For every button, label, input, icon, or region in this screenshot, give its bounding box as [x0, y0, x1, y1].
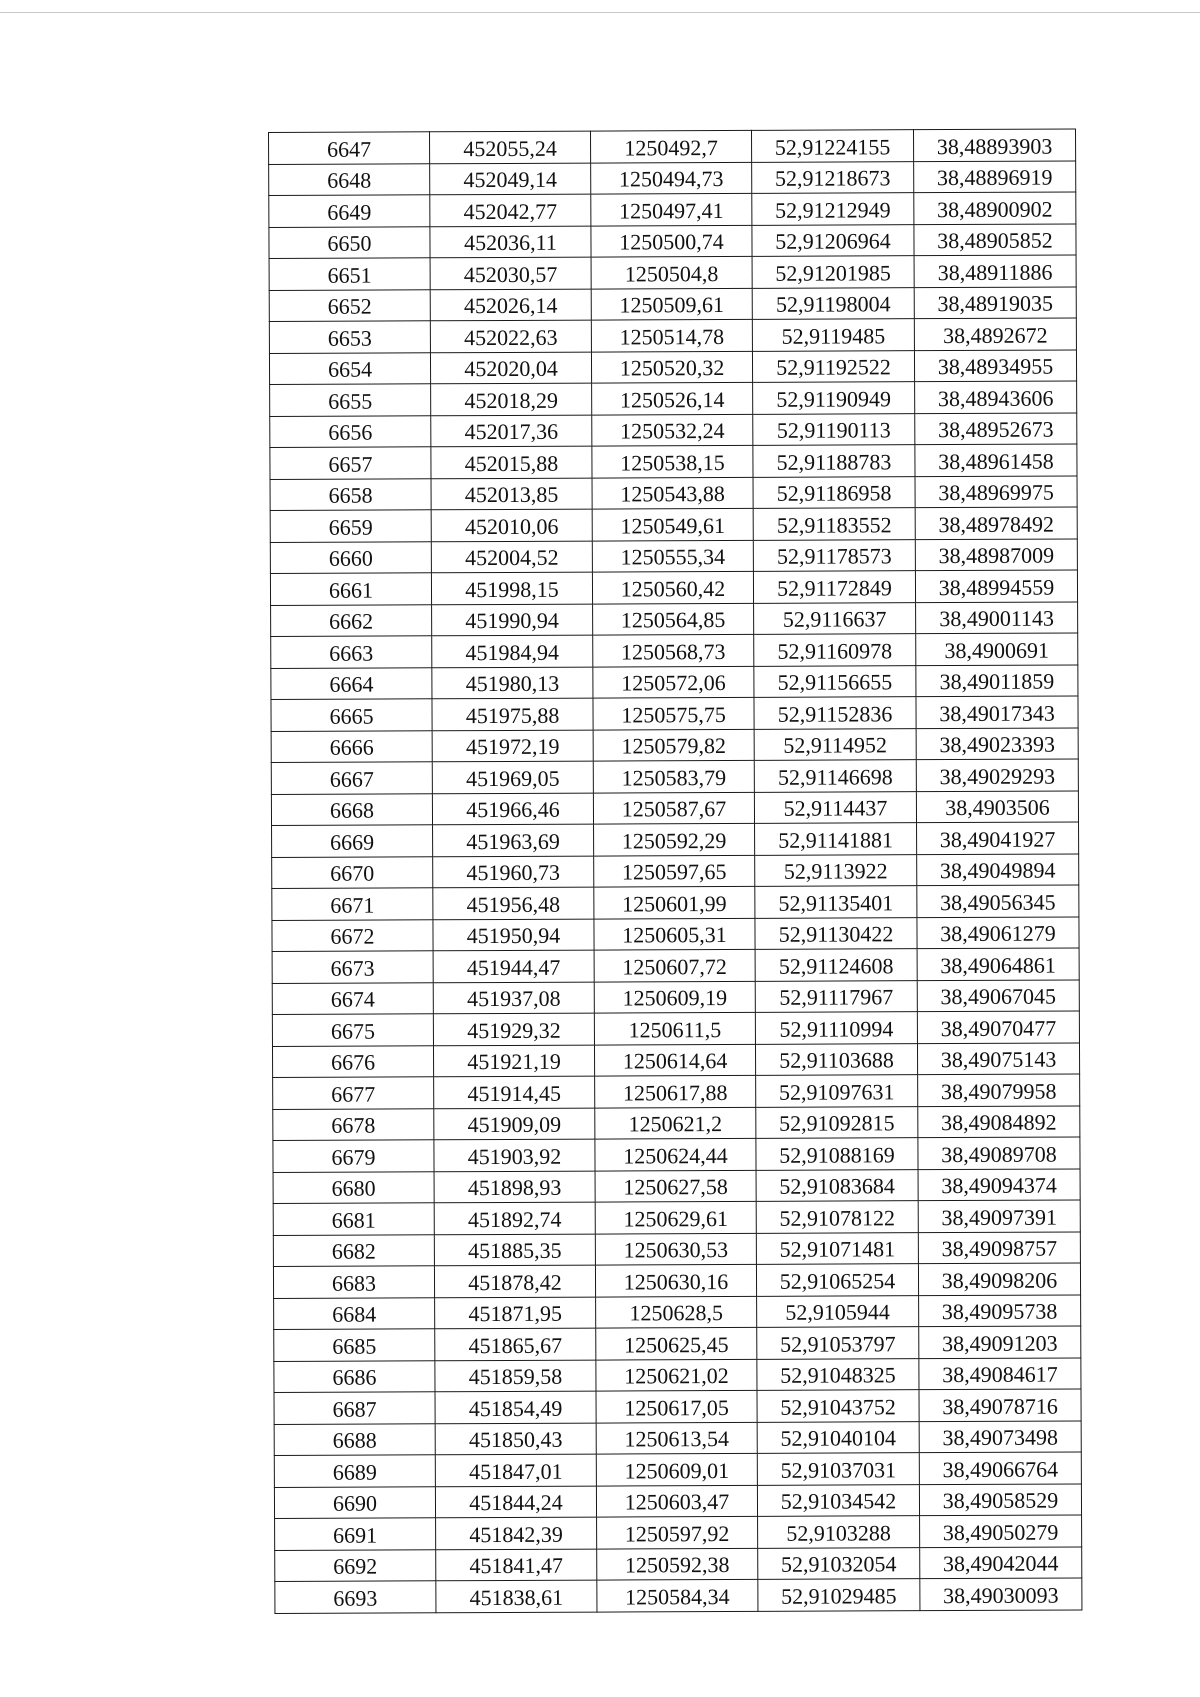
- longitude-cell: 38,48952673: [915, 412, 1077, 444]
- latitude-cell: 52,91192522: [752, 350, 914, 382]
- point-number-cell: 6669: [272, 825, 433, 857]
- x-coordinate-cell: 451885,35: [434, 1234, 595, 1266]
- table-row: [269, 223, 1076, 258]
- longitude-cell: 38,49098206: [918, 1263, 1080, 1295]
- y-coordinate-cell: 1250603,47: [596, 1485, 757, 1517]
- table-row: [273, 1137, 1080, 1172]
- longitude-cell: 38,49095738: [919, 1294, 1081, 1326]
- point-number-cell: 6648: [269, 163, 430, 195]
- x-coordinate-cell: 452010,06: [431, 509, 592, 541]
- x-coordinate-cell: 451865,67: [435, 1328, 596, 1360]
- point-number-cell: 6659: [270, 510, 431, 542]
- latitude-cell: 52,91183552: [753, 508, 915, 540]
- latitude-cell: 52,91160978: [754, 634, 916, 666]
- latitude-cell: 52,9105944: [757, 1295, 919, 1327]
- latitude-cell: 52,91071481: [756, 1232, 918, 1264]
- y-coordinate-cell: 1250538,15: [592, 445, 753, 477]
- y-coordinate-cell: 1250526,14: [592, 382, 753, 414]
- latitude-cell: 52,91190949: [753, 382, 915, 414]
- y-coordinate-cell: 1250568,73: [593, 634, 754, 666]
- x-coordinate-cell: 451841,47: [436, 1549, 597, 1581]
- y-coordinate-cell: 1250609,19: [594, 981, 755, 1013]
- point-number-cell: 6683: [273, 1266, 434, 1298]
- longitude-cell: 38,49061279: [917, 916, 1079, 948]
- y-coordinate-cell: 1250532,24: [592, 414, 753, 446]
- x-coordinate-cell: 452004,52: [431, 541, 592, 573]
- point-number-cell: 6676: [272, 1045, 433, 1077]
- longitude-cell: 38,49030093: [920, 1578, 1082, 1610]
- point-number-cell: 6661: [270, 573, 431, 605]
- point-number-cell: 6691: [275, 1518, 436, 1550]
- point-number-cell: 6650: [269, 226, 430, 258]
- x-coordinate-cell: 451956,48: [433, 887, 594, 919]
- point-number-cell: 6655: [270, 384, 431, 416]
- table-row: [273, 1168, 1080, 1203]
- x-coordinate-cell: 451969,05: [432, 761, 593, 793]
- x-coordinate-cell: 451909,09: [434, 1108, 595, 1140]
- longitude-cell: 38,4903506: [916, 790, 1078, 822]
- point-number-cell: 6688: [274, 1423, 435, 1455]
- x-coordinate-cell: 451903,92: [434, 1139, 595, 1171]
- longitude-cell: 38,49029293: [916, 759, 1078, 791]
- longitude-cell: 38,49023393: [916, 727, 1078, 759]
- longitude-cell: 38,48919035: [914, 286, 1076, 318]
- table-row: [269, 192, 1076, 227]
- latitude-cell: 52,91146698: [754, 760, 916, 792]
- longitude-cell: 38,49075143: [917, 1042, 1079, 1074]
- latitude-cell: 52,91037031: [757, 1453, 919, 1485]
- y-coordinate-cell: 1250494,73: [591, 162, 752, 194]
- y-coordinate-cell: 1250627,58: [595, 1170, 756, 1202]
- longitude-cell: 38,48911886: [914, 255, 1076, 287]
- y-coordinate-cell: 1250617,88: [595, 1075, 756, 1107]
- point-number-cell: 6668: [271, 793, 432, 825]
- point-number-cell: 6652: [269, 289, 430, 321]
- longitude-cell: 38,49058529: [919, 1483, 1081, 1515]
- x-coordinate-cell: 451898,93: [434, 1171, 595, 1203]
- latitude-cell: 52,91135401: [755, 886, 917, 918]
- longitude-cell: 38,49041927: [917, 822, 1079, 854]
- latitude-cell: 52,91092815: [756, 1106, 918, 1138]
- latitude-cell: 52,91156655: [754, 665, 916, 697]
- point-number-cell: 6664: [271, 667, 432, 699]
- point-number-cell: 6667: [271, 762, 432, 794]
- latitude-cell: 52,91040104: [757, 1421, 919, 1453]
- latitude-cell: 52,9103288: [758, 1516, 920, 1548]
- latitude-cell: 52,91053797: [757, 1327, 919, 1359]
- x-coordinate-cell: 451990,94: [432, 604, 593, 636]
- table-row: [275, 1546, 1082, 1581]
- point-number-cell: 6653: [269, 321, 430, 353]
- longitude-cell: 38,49078716: [919, 1389, 1081, 1421]
- longitude-cell: 38,49070477: [917, 1011, 1079, 1043]
- y-coordinate-cell: 1250560,42: [592, 571, 753, 603]
- table-row: [272, 822, 1079, 857]
- table-row: [269, 349, 1076, 384]
- latitude-cell: 52,91201985: [752, 256, 914, 288]
- latitude-cell: 52,91172849: [753, 571, 915, 603]
- longitude-cell: 38,4900691: [916, 633, 1078, 665]
- y-coordinate-cell: 1250543,88: [592, 477, 753, 509]
- table-row: [272, 1042, 1079, 1077]
- table-row: [274, 1389, 1081, 1424]
- latitude-cell: 52,91188783: [753, 445, 915, 477]
- latitude-cell: 52,91124608: [755, 949, 917, 981]
- latitude-cell: 52,91190113: [753, 413, 915, 445]
- y-coordinate-cell: 1250628,5: [596, 1296, 757, 1328]
- x-coordinate-cell: 452026,14: [430, 289, 591, 321]
- point-number-cell: 6663: [271, 636, 432, 668]
- x-coordinate-cell: 452049,14: [430, 163, 591, 195]
- x-coordinate-cell: 451871,95: [435, 1297, 596, 1329]
- y-coordinate-cell: 1250601,99: [594, 886, 755, 918]
- table-row: [272, 948, 1079, 983]
- x-coordinate-cell: 452030,57: [430, 257, 591, 289]
- longitude-cell: 38,49064861: [917, 948, 1079, 980]
- y-coordinate-cell: 1250597,92: [597, 1516, 758, 1548]
- table-row: [273, 1263, 1080, 1298]
- x-coordinate-cell: 452020,04: [430, 352, 591, 384]
- x-coordinate-cell: 451838,61: [436, 1580, 597, 1612]
- y-coordinate-cell: 1250549,61: [592, 508, 753, 540]
- table-row: [272, 853, 1079, 888]
- x-coordinate-cell: 451998,15: [431, 572, 592, 604]
- longitude-cell: 38,48893903: [913, 129, 1075, 161]
- y-coordinate-cell: 1250611,5: [594, 1012, 755, 1044]
- y-coordinate-cell: 1250614,64: [594, 1044, 755, 1076]
- latitude-cell: 52,91178573: [753, 539, 915, 571]
- y-coordinate-cell: 1250617,05: [596, 1390, 757, 1422]
- point-number-cell: 6671: [272, 888, 433, 920]
- y-coordinate-cell: 1250514,78: [591, 319, 752, 351]
- table-row: [269, 318, 1076, 353]
- table-row: [272, 979, 1079, 1014]
- table-row: [274, 1452, 1081, 1487]
- table-row: [269, 286, 1076, 321]
- point-number-cell: 6670: [272, 856, 433, 888]
- x-coordinate-cell: 451854,49: [435, 1391, 596, 1423]
- latitude-cell: 52,91034542: [757, 1484, 919, 1516]
- table-row: [272, 916, 1079, 951]
- table-row: [274, 1420, 1081, 1455]
- point-number-cell: 6674: [272, 982, 433, 1014]
- y-coordinate-cell: 1250621,02: [596, 1359, 757, 1391]
- table-row: [273, 1105, 1080, 1140]
- latitude-cell: 52,9113922: [755, 854, 917, 886]
- longitude-cell: 38,49042044: [920, 1546, 1082, 1578]
- table-row: [271, 696, 1078, 731]
- longitude-cell: 38,48905852: [914, 223, 1076, 255]
- table-row: [269, 129, 1076, 164]
- y-coordinate-cell: 1250583,79: [593, 760, 754, 792]
- x-coordinate-cell: 451844,24: [435, 1486, 596, 1518]
- table-row: [270, 538, 1077, 573]
- table-row: [270, 444, 1077, 479]
- table-row: [270, 475, 1077, 510]
- point-number-cell: 6665: [271, 699, 432, 731]
- latitude-cell: 52,91083684: [756, 1169, 918, 1201]
- y-coordinate-cell: 1250630,53: [595, 1233, 756, 1265]
- y-coordinate-cell: 1250579,82: [593, 729, 754, 761]
- longitude-cell: 38,48978492: [915, 507, 1077, 539]
- latitude-cell: 52,91224155: [751, 130, 913, 162]
- y-coordinate-cell: 1250555,34: [592, 540, 753, 572]
- latitude-cell: 52,91048325: [757, 1358, 919, 1390]
- y-coordinate-cell: 1250607,72: [594, 949, 755, 981]
- table-row: [270, 570, 1077, 605]
- latitude-cell: 52,91110994: [755, 1012, 917, 1044]
- point-number-cell: 6681: [273, 1203, 434, 1235]
- x-coordinate-cell: 451892,74: [434, 1202, 595, 1234]
- longitude-cell: 38,48994559: [915, 570, 1077, 602]
- x-coordinate-cell: 452042,77: [430, 194, 591, 226]
- latitude-cell: 52,9119485: [752, 319, 914, 351]
- point-number-cell: 6647: [269, 132, 430, 164]
- point-number-cell: 6686: [274, 1360, 435, 1392]
- y-coordinate-cell: 1250564,85: [593, 603, 754, 635]
- longitude-cell: 38,48987009: [915, 538, 1077, 570]
- longitude-cell: 38,48934955: [914, 349, 1076, 381]
- latitude-cell: 52,91130422: [755, 917, 917, 949]
- table-row: [270, 507, 1077, 542]
- y-coordinate-cell: 1250592,38: [597, 1548, 758, 1580]
- longitude-cell: 38,49067045: [917, 979, 1079, 1011]
- y-coordinate-cell: 1250575,75: [593, 697, 754, 729]
- y-coordinate-cell: 1250500,74: [591, 225, 752, 257]
- latitude-cell: 52,91198004: [752, 287, 914, 319]
- longitude-cell: 38,49091203: [919, 1326, 1081, 1358]
- y-coordinate-cell: 1250621,2: [595, 1107, 756, 1139]
- longitude-cell: 38,49050279: [920, 1515, 1082, 1547]
- x-coordinate-cell: 452055,24: [430, 131, 591, 163]
- point-number-cell: 6666: [271, 730, 432, 762]
- point-number-cell: 6662: [271, 604, 432, 636]
- point-number-cell: 6687: [274, 1392, 435, 1424]
- latitude-cell: 52,91117967: [755, 980, 917, 1012]
- table-row: [270, 412, 1077, 447]
- x-coordinate-cell: 451842,39: [436, 1517, 597, 1549]
- x-coordinate-cell: 452018,29: [431, 383, 592, 415]
- table-row: [274, 1326, 1081, 1361]
- x-coordinate-cell: 451984,94: [432, 635, 593, 667]
- point-number-cell: 6660: [270, 541, 431, 573]
- point-number-cell: 6682: [273, 1234, 434, 1266]
- x-coordinate-cell: 451975,88: [432, 698, 593, 730]
- y-coordinate-cell: 1250624,44: [595, 1138, 756, 1170]
- table-row: [274, 1357, 1081, 1392]
- longitude-cell: 38,49001143: [916, 601, 1078, 633]
- table-row: [271, 727, 1078, 762]
- x-coordinate-cell: 451937,08: [433, 982, 594, 1014]
- x-coordinate-cell: 451960,73: [433, 856, 594, 888]
- x-coordinate-cell: 451929,32: [433, 1013, 594, 1045]
- table-row: [273, 1200, 1080, 1235]
- latitude-cell: 52,91141881: [755, 823, 917, 855]
- longitude-cell: 38,48896919: [914, 160, 1076, 192]
- point-number-cell: 6651: [269, 258, 430, 290]
- latitude-cell: 52,91103688: [755, 1043, 917, 1075]
- point-number-cell: 6685: [274, 1329, 435, 1361]
- latitude-cell: 52,91206964: [752, 224, 914, 256]
- latitude-cell: 52,91029485: [758, 1579, 920, 1611]
- scan-edge-line: [0, 12, 1200, 13]
- y-coordinate-cell: 1250597,65: [594, 855, 755, 887]
- latitude-cell: 52,91152836: [754, 697, 916, 729]
- coordinates-table: [268, 128, 1082, 1613]
- x-coordinate-cell: 451963,69: [433, 824, 594, 856]
- longitude-cell: 38,49098757: [918, 1231, 1080, 1263]
- table-row: [275, 1515, 1082, 1550]
- y-coordinate-cell: 1250629,61: [595, 1201, 756, 1233]
- x-coordinate-cell: 451980,13: [432, 667, 593, 699]
- point-number-cell: 6675: [272, 1014, 433, 1046]
- y-coordinate-cell: 1250520,32: [591, 351, 752, 383]
- point-number-cell: 6673: [272, 951, 433, 983]
- y-coordinate-cell: 1250613,54: [596, 1422, 757, 1454]
- point-number-cell: 6692: [275, 1549, 436, 1581]
- y-coordinate-cell: 1250584,34: [597, 1579, 758, 1611]
- point-number-cell: 6658: [270, 478, 431, 510]
- table-row: [271, 759, 1078, 794]
- point-number-cell: 6656: [270, 415, 431, 447]
- table-row: [270, 381, 1077, 416]
- y-coordinate-cell: 1250587,67: [593, 792, 754, 824]
- point-number-cell: 6689: [274, 1455, 435, 1487]
- longitude-cell: 38,49097391: [918, 1200, 1080, 1232]
- latitude-cell: 52,9114437: [754, 791, 916, 823]
- y-coordinate-cell: 1250492,7: [590, 130, 751, 162]
- latitude-cell: 52,91065254: [756, 1264, 918, 1296]
- latitude-cell: 52,91088169: [756, 1138, 918, 1170]
- longitude-cell: 38,48900902: [914, 192, 1076, 224]
- longitude-cell: 38,4892672: [914, 318, 1076, 350]
- x-coordinate-cell: 451972,19: [432, 730, 593, 762]
- latitude-cell: 52,9114952: [754, 728, 916, 760]
- y-coordinate-cell: 1250504,8: [591, 256, 752, 288]
- x-coordinate-cell: 451914,45: [434, 1076, 595, 1108]
- latitude-cell: 52,91078122: [756, 1201, 918, 1233]
- point-number-cell: 6654: [269, 352, 430, 384]
- x-coordinate-cell: 451847,01: [435, 1454, 596, 1486]
- point-number-cell: 6679: [273, 1140, 434, 1172]
- table-row: [271, 790, 1078, 825]
- table-row: [273, 1074, 1080, 1109]
- table-row: [272, 885, 1079, 920]
- x-coordinate-cell: 451921,19: [433, 1045, 594, 1077]
- longitude-cell: 38,49066764: [919, 1452, 1081, 1484]
- longitude-cell: 38,49094374: [918, 1168, 1080, 1200]
- latitude-cell: 52,91186958: [753, 476, 915, 508]
- y-coordinate-cell: 1250605,31: [594, 918, 755, 950]
- x-coordinate-cell: 452036,11: [430, 226, 591, 258]
- table-row: [269, 160, 1076, 195]
- table-row: [275, 1578, 1082, 1613]
- point-number-cell: 6680: [273, 1171, 434, 1203]
- longitude-cell: 38,49079958: [918, 1074, 1080, 1106]
- x-coordinate-cell: 451950,94: [433, 919, 594, 951]
- longitude-cell: 38,49049894: [917, 853, 1079, 885]
- latitude-cell: 52,91043752: [757, 1390, 919, 1422]
- coordinates-table-body: [269, 129, 1082, 1613]
- table-row: [271, 633, 1078, 668]
- point-number-cell: 6678: [273, 1108, 434, 1140]
- y-coordinate-cell: 1250497,41: [591, 193, 752, 225]
- point-number-cell: 6672: [272, 919, 433, 951]
- point-number-cell: 6677: [273, 1077, 434, 1109]
- longitude-cell: 38,48943606: [915, 381, 1077, 413]
- y-coordinate-cell: 1250572,06: [593, 666, 754, 698]
- table-row: [271, 601, 1078, 636]
- point-number-cell: 6684: [274, 1297, 435, 1329]
- longitude-cell: 38,48969975: [915, 475, 1077, 507]
- point-number-cell: 6649: [269, 195, 430, 227]
- longitude-cell: 38,49011859: [916, 664, 1078, 696]
- x-coordinate-cell: 452022,63: [430, 320, 591, 352]
- x-coordinate-cell: 451850,43: [435, 1423, 596, 1455]
- longitude-cell: 38,49056345: [917, 885, 1079, 917]
- x-coordinate-cell: 451859,58: [435, 1360, 596, 1392]
- x-coordinate-cell: 452013,85: [431, 478, 592, 510]
- longitude-cell: 38,48961458: [915, 444, 1077, 476]
- point-number-cell: 6657: [270, 447, 431, 479]
- longitude-cell: 38,49084617: [919, 1357, 1081, 1389]
- longitude-cell: 38,49089708: [918, 1137, 1080, 1169]
- table-row: [274, 1294, 1081, 1329]
- y-coordinate-cell: 1250609,01: [596, 1453, 757, 1485]
- y-coordinate-cell: 1250592,29: [594, 823, 755, 855]
- y-coordinate-cell: 1250509,61: [591, 288, 752, 320]
- latitude-cell: 52,91212949: [752, 193, 914, 225]
- longitude-cell: 38,49084892: [918, 1105, 1080, 1137]
- latitude-cell: 52,91032054: [758, 1547, 920, 1579]
- latitude-cell: 52,91218673: [752, 161, 914, 193]
- x-coordinate-cell: 451966,46: [432, 793, 593, 825]
- x-coordinate-cell: 452015,88: [431, 446, 592, 478]
- longitude-cell: 38,49017343: [916, 696, 1078, 728]
- point-number-cell: 6693: [275, 1581, 436, 1613]
- table-row: [269, 255, 1076, 290]
- point-number-cell: 6690: [274, 1486, 435, 1518]
- x-coordinate-cell: 451878,42: [434, 1265, 595, 1297]
- x-coordinate-cell: 451944,47: [433, 950, 594, 982]
- table-row: [273, 1231, 1080, 1266]
- latitude-cell: 52,91097631: [756, 1075, 918, 1107]
- y-coordinate-cell: 1250625,45: [596, 1327, 757, 1359]
- x-coordinate-cell: 452017,36: [431, 415, 592, 447]
- table-row: [272, 1011, 1079, 1046]
- latitude-cell: 52,9116637: [754, 602, 916, 634]
- table-row: [274, 1483, 1081, 1518]
- longitude-cell: 38,49073498: [919, 1420, 1081, 1452]
- y-coordinate-cell: 1250630,16: [595, 1264, 756, 1296]
- table-row: [271, 664, 1078, 699]
